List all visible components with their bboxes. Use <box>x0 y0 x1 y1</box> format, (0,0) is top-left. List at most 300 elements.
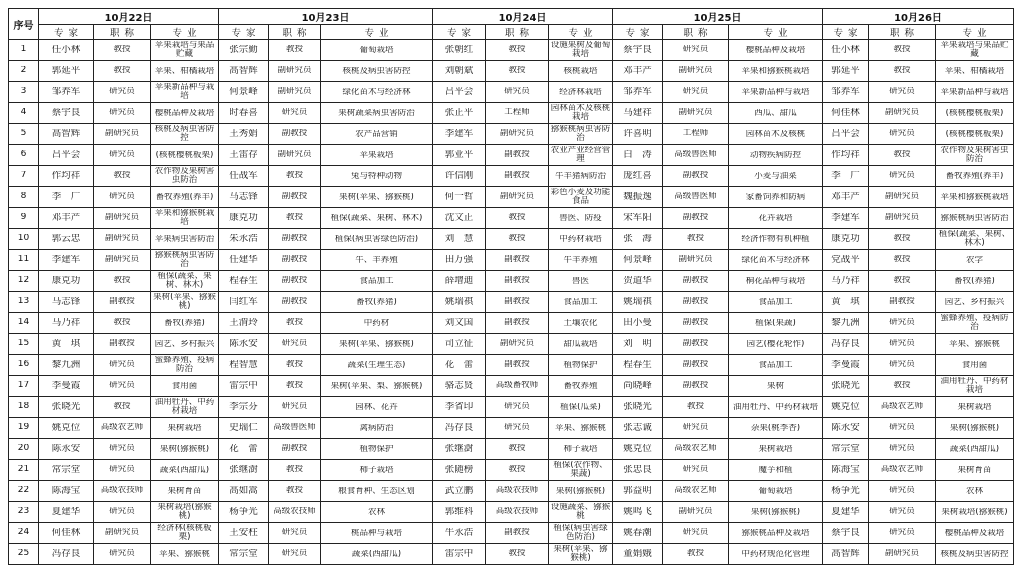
expert-title: 副教授 <box>682 171 709 181</box>
expert-specialty: 果树(猕猴桃) <box>750 507 801 517</box>
expert-name: 邹养军 <box>51 87 81 97</box>
expert-name-cell <box>433 313 486 334</box>
expert-specialty: 兽医、防疫 <box>559 213 602 223</box>
expert-title-cell <box>94 145 151 166</box>
expert-name-cell <box>433 481 486 502</box>
expert-specialty-cell <box>729 145 823 166</box>
expert-name-cell <box>823 418 869 439</box>
expert-title-cell <box>94 523 151 544</box>
row-number: 9 <box>20 213 27 223</box>
expert-name: 薛增迪 <box>444 276 474 286</box>
expert-name-cell <box>219 481 269 502</box>
expert-name-cell <box>823 544 869 565</box>
expert-title-cell <box>663 208 729 229</box>
table-row <box>9 271 1014 292</box>
expert-name-cell <box>39 166 94 187</box>
expert-specialty-cell <box>729 334 823 355</box>
expert-name: 康克功 <box>831 234 860 244</box>
expert-specialty-cell <box>936 145 1014 166</box>
expert-specialty: 果树栽培(猕猴桃) <box>941 507 1008 517</box>
expert-specialty-cell <box>321 229 433 250</box>
expert-specialty: 樱桃品种及栽培 <box>944 528 1005 538</box>
expert-title-cell <box>663 334 729 355</box>
expert-title: 教授 <box>508 234 526 244</box>
expert-title: 副教授 <box>504 276 530 286</box>
table-row <box>9 397 1014 418</box>
expert-title: 高级兽医师 <box>273 423 316 433</box>
expert-specialty: 苹果和猕猴桃栽培 <box>940 192 1009 202</box>
expert-specialty: 经济林栽培 <box>559 87 602 97</box>
expert-title-cell <box>269 187 321 208</box>
expert-name-cell <box>39 124 94 145</box>
expert-title-cell <box>94 502 151 523</box>
expert-specialty: 果树(猕猴桃) <box>555 486 606 496</box>
expert-name: 冯存良 <box>444 423 474 433</box>
row-number: 23 <box>17 507 30 517</box>
expert-name: 张朝红 <box>444 45 474 55</box>
row-number-cell <box>9 166 39 187</box>
expert-specialty: 苹果新品种与栽培 <box>741 87 810 97</box>
expert-specialty: 植保(蔬菜、果树、林木) <box>157 272 212 290</box>
expert-specialty: 魔芋和植 <box>758 465 793 475</box>
expert-title: 副研究员 <box>499 129 534 139</box>
expert-title-cell <box>663 418 729 439</box>
table-row <box>9 481 1014 502</box>
expert-title-cell <box>269 250 321 271</box>
expert-title: 研究员 <box>504 423 530 433</box>
expert-specialty-cell <box>151 292 219 313</box>
expert-title: 高级农艺师 <box>674 486 717 496</box>
expert-name-cell <box>613 292 663 313</box>
expert-title: 研究员 <box>889 318 915 328</box>
expert-name: 马乃祥 <box>831 276 860 286</box>
expert-specialty-cell <box>936 166 1014 187</box>
expert-name-cell <box>613 229 663 250</box>
expert-specialty-cell <box>729 460 823 481</box>
expert-name-cell <box>823 481 869 502</box>
expert-name-cell <box>613 418 663 439</box>
expert-name: 姚克位 <box>831 402 860 412</box>
expert-specialty-cell <box>321 334 433 355</box>
expert-title-cell <box>94 355 151 376</box>
expert-title-cell <box>269 502 321 523</box>
expert-specialty: 苹果新品种与栽培 <box>940 87 1009 97</box>
row-number-cell <box>9 229 39 250</box>
expert-title: 副研究员 <box>499 339 534 349</box>
expert-title-cell <box>869 397 936 418</box>
expert-title: 副研究员 <box>884 108 919 118</box>
row-number-cell <box>9 82 39 103</box>
expert-name-cell <box>613 376 663 397</box>
table-row <box>9 124 1014 145</box>
expert-specialty-cell <box>151 481 219 502</box>
expert-specialty: 西瓜、甜瓜 <box>754 108 797 118</box>
expert-specialty: 畜牧(养猪) <box>356 297 397 307</box>
expert-name-cell <box>823 460 869 481</box>
expert-name: 杨争光 <box>229 507 258 517</box>
expert-specialty-cell <box>936 187 1014 208</box>
expert-name-cell <box>433 376 486 397</box>
expert-title-cell <box>94 208 151 229</box>
expert-specialty: 植物保护 <box>359 444 394 454</box>
expert-title: 副教授 <box>504 360 530 370</box>
expert-specialty-cell <box>321 166 433 187</box>
expert-title: 研究员 <box>682 465 709 475</box>
expert-specialty: 经济林(核桃板栗) <box>157 524 212 542</box>
expert-specialty: 苹果、柑橘栽培 <box>154 66 215 76</box>
expert-specialty-cell <box>936 40 1014 61</box>
expert-specialty-cell <box>936 397 1014 418</box>
expert-name: 闫红军 <box>229 297 258 307</box>
expert-title-cell <box>663 313 729 334</box>
expert-name-cell <box>613 313 663 334</box>
expert-title-cell <box>663 481 729 502</box>
expert-name-cell <box>39 292 94 313</box>
expert-title: 高级农技师 <box>273 507 316 517</box>
expert-name-cell <box>433 229 486 250</box>
expert-title: 副教授 <box>682 297 709 307</box>
expert-title: 高级兽医师 <box>674 150 717 160</box>
expert-name-cell <box>219 145 269 166</box>
expert-name: 司立征 <box>444 339 474 349</box>
expert-name: 何景峰 <box>623 255 652 265</box>
expert-name-cell <box>433 166 486 187</box>
expert-name: 黄 琪 <box>51 339 81 349</box>
expert-title: 研究员 <box>109 150 135 160</box>
expert-name: 田小曼 <box>623 318 652 328</box>
expert-title-cell <box>94 229 151 250</box>
expert-specialty: 蔬菜(生理生态) <box>347 360 406 370</box>
table-row <box>9 460 1014 481</box>
expert-name-cell <box>39 355 94 376</box>
expert-title: 教授 <box>113 318 131 328</box>
expert-name: 任战军 <box>229 171 258 181</box>
expert-title: 副教授 <box>109 339 135 349</box>
expert-specialty-cell <box>936 250 1014 271</box>
row-number-cell <box>9 355 39 376</box>
expert-name: 郭延平 <box>51 66 81 76</box>
expert-specialty: 畜牧(养猪) <box>164 318 205 328</box>
expert-title-cell <box>269 124 321 145</box>
expert-name: 花 蕾 <box>444 360 474 370</box>
expert-specialty: 经济作物有机种植 <box>741 234 810 244</box>
expert-title-cell <box>869 229 936 250</box>
expert-name: 庞红喜 <box>623 171 652 181</box>
expert-specialty-cell <box>729 40 823 61</box>
expert-title-cell <box>269 229 321 250</box>
row-number-cell <box>9 334 39 355</box>
expert-title-cell <box>94 397 151 418</box>
expert-specialty-cell <box>936 502 1014 523</box>
row-number-cell <box>9 61 39 82</box>
expert-name: 尚晓峰 <box>623 381 652 391</box>
date-header: 10月24日 <box>433 9 613 25</box>
expert-specialty-cell <box>729 229 823 250</box>
expert-name-cell <box>219 439 269 460</box>
expert-specialty-cell <box>936 313 1014 334</box>
expert-specialty-cell <box>151 229 219 250</box>
row-number: 12 <box>17 276 30 286</box>
expert-specialty: 园林苗木及核桃栽培 <box>550 104 611 122</box>
expert-name-cell <box>433 439 486 460</box>
expert-specialty: 蜜蜂养殖、疫病防治 <box>940 314 1009 332</box>
expert-name: 邓丰产 <box>51 213 81 223</box>
expert-specialty-cell <box>729 166 823 187</box>
table-row <box>9 334 1014 355</box>
expert-title-cell <box>869 82 936 103</box>
expert-specialty-cell <box>321 460 433 481</box>
expert-name: 黎九洲 <box>51 360 81 370</box>
expert-name-cell <box>219 250 269 271</box>
row-number: 21 <box>17 465 30 475</box>
expert-specialty-cell <box>549 544 613 565</box>
expert-title-cell <box>269 397 321 418</box>
expert-title: 高级畜牧师 <box>495 381 539 391</box>
expert-title: 研究员 <box>109 360 135 370</box>
expert-name: 任小林 <box>831 45 860 55</box>
row-number: 6 <box>20 150 27 160</box>
expert-title: 高级农艺师 <box>674 444 717 454</box>
expert-name-cell <box>613 166 663 187</box>
row-number: 24 <box>17 528 30 538</box>
expert-title-cell <box>663 229 729 250</box>
expert-specialty: 果树栽培 <box>758 444 793 454</box>
expert-title: 研究员 <box>682 528 709 538</box>
expert-name-cell <box>39 544 94 565</box>
expert-specialty: 果树栽培(猕猴桃) <box>157 503 212 521</box>
expert-specialty-cell <box>729 187 823 208</box>
expert-specialty: 核桃栽培 <box>563 66 598 76</box>
expert-name-cell <box>613 82 663 103</box>
expert-name: 党战平 <box>831 255 860 265</box>
expert-title-cell <box>486 502 549 523</box>
expert-specialty-cell <box>936 460 1014 481</box>
expert-name-cell <box>613 271 663 292</box>
expert-title: 教授 <box>285 465 303 475</box>
expert-title: 研究员 <box>682 45 709 55</box>
expert-specialty-cell <box>549 271 613 292</box>
expert-name: 贺道华 <box>623 276 652 286</box>
expert-title-cell <box>486 124 549 145</box>
expert-specialty: 果树育苗 <box>167 486 202 496</box>
expert-name-cell <box>39 460 94 481</box>
expert-specialty: 畜牧养殖(养羊) <box>155 192 214 202</box>
expert-name: 许喜明 <box>623 129 652 139</box>
expert-specialty-cell <box>549 61 613 82</box>
expert-title: 教授 <box>285 381 303 391</box>
expert-name-cell <box>823 229 869 250</box>
expert-specialty: 农业产业经营管理 <box>550 146 611 164</box>
expert-name-cell <box>219 523 269 544</box>
expert-name: 刘 明 <box>623 339 652 349</box>
expert-specialty: 食品加工 <box>758 297 793 307</box>
row-number: 11 <box>17 255 30 265</box>
specialty-column-header: 专业 <box>151 25 219 40</box>
row-number: 5 <box>20 129 27 139</box>
expert-name-cell <box>39 103 94 124</box>
expert-name-cell <box>433 61 486 82</box>
expert-title-cell <box>663 103 729 124</box>
expert-specialty-cell <box>936 229 1014 250</box>
expert-title-cell <box>486 103 549 124</box>
expert-specialty: 苹果栽培与果品贮藏 <box>154 41 215 59</box>
expert-name-cell <box>613 40 663 61</box>
expert-title-cell <box>94 271 151 292</box>
expert-specialty: 核桃及病虫害防控 <box>342 66 411 76</box>
expert-name: 高智辉 <box>229 66 258 76</box>
expert-specialty-cell <box>729 208 823 229</box>
expert-name-cell <box>823 502 869 523</box>
expert-name-cell <box>433 40 486 61</box>
expert-specialty: 苹果、猕猴桃 <box>554 423 606 433</box>
expert-name: 黎九洲 <box>831 318 860 328</box>
expert-specialty: 食品加工 <box>359 276 394 286</box>
expert-specialty: 苹果和猕猴桃栽培 <box>741 66 810 76</box>
expert-name: 姚克位 <box>51 423 81 433</box>
expert-title: 教授 <box>285 360 303 370</box>
row-number-cell <box>9 544 39 565</box>
expert-name-cell <box>823 208 869 229</box>
expert-title-cell <box>663 544 729 565</box>
expert-title: 副教授 <box>682 318 709 328</box>
expert-specialty-cell <box>321 313 433 334</box>
expert-name: 作均祥 <box>831 150 860 160</box>
expert-name: 张继澍 <box>444 444 474 454</box>
expert-specialty: 蔬菜(西甜瓜) <box>159 465 210 475</box>
expert-title: 研究员 <box>109 108 135 118</box>
expert-name-cell <box>613 208 663 229</box>
expert-name-cell <box>433 82 486 103</box>
expert-title-cell <box>94 187 151 208</box>
row-number-cell <box>9 376 39 397</box>
expert-specialty-cell <box>729 271 823 292</box>
expert-name: 白 涛 <box>623 150 652 160</box>
row-number-cell <box>9 481 39 502</box>
expert-specialty: 中药材规范化管理 <box>741 549 810 559</box>
expert-name: 李建军 <box>51 255 81 265</box>
expert-name: 李省印 <box>444 402 474 412</box>
expert-title-cell <box>869 292 936 313</box>
expert-name-cell <box>613 439 663 460</box>
expert-name: 程智慧 <box>229 360 258 370</box>
expert-specialty-cell <box>549 145 613 166</box>
expert-name-cell <box>613 460 663 481</box>
expert-title-cell <box>486 208 549 229</box>
expert-title-cell <box>269 544 321 565</box>
expert-title: 研究员 <box>889 507 915 517</box>
expert-specialty-cell <box>151 376 219 397</box>
expert-title-cell <box>486 544 549 565</box>
expert-title: 高级农艺师 <box>100 423 144 433</box>
expert-name-cell <box>433 334 486 355</box>
row-number: 8 <box>20 192 27 202</box>
expert-name-cell <box>219 103 269 124</box>
expert-title: 副教授 <box>504 150 530 160</box>
expert-name-cell <box>613 481 663 502</box>
expert-specialty: 柿子栽培 <box>359 465 394 475</box>
expert-title: 高级农技师 <box>495 486 539 496</box>
expert-specialty-cell <box>151 40 219 61</box>
expert-title-cell <box>269 40 321 61</box>
row-number: 20 <box>17 444 30 454</box>
expert-name: 刘朝斌 <box>444 66 474 76</box>
expert-specialty: 猕猴桃病虫害防治 <box>940 213 1009 223</box>
expert-title: 研究员 <box>109 444 135 454</box>
expert-specialty: 食用菌 <box>171 381 198 391</box>
expert-name: 郭益明 <box>623 486 652 496</box>
expert-name-cell <box>433 103 486 124</box>
expert-specialty: 桃品种与栽培 <box>350 528 402 538</box>
expert-specialty-cell <box>549 376 613 397</box>
expert-specialty: 食用菌 <box>961 360 988 370</box>
expert-name-cell <box>433 460 486 481</box>
expert-specialty: 农林 <box>965 486 983 496</box>
expert-title: 工程师 <box>504 108 530 118</box>
expert-specialty-cell <box>549 502 613 523</box>
expert-title-cell <box>869 166 936 187</box>
expert-name: 姚瑞祺 <box>623 297 652 307</box>
expert-title: 副研究员 <box>104 528 139 538</box>
row-number-cell <box>9 439 39 460</box>
title-column-header: 职称 <box>269 25 321 40</box>
row-number: 4 <box>20 108 27 118</box>
expert-specialty-cell <box>549 292 613 313</box>
expert-specialty: 家畜饲养和防病 <box>745 192 806 202</box>
expert-specialty: 农作物及果树害虫防治 <box>154 167 215 185</box>
expert-title-cell <box>869 523 936 544</box>
expert-title: 教授 <box>113 402 131 412</box>
row-number: 10 <box>17 234 30 244</box>
expert-specialty-cell <box>321 355 433 376</box>
expert-title-cell <box>869 502 936 523</box>
expert-name-cell <box>613 544 663 565</box>
expert-name: 刘文国 <box>444 318 474 328</box>
expert-title-cell <box>663 40 729 61</box>
expert-name-cell <box>39 334 94 355</box>
expert-name: 姚春潮 <box>623 528 652 538</box>
expert-name: 花 蕾 <box>229 444 258 454</box>
expert-name-cell <box>823 250 869 271</box>
expert-specialty-cell <box>321 439 433 460</box>
expert-specialty-cell <box>321 376 433 397</box>
expert-title: 研究员 <box>682 87 709 97</box>
table-row <box>9 61 1014 82</box>
expert-title-cell <box>869 481 936 502</box>
table-row <box>9 418 1014 439</box>
expert-specialty-cell <box>936 481 1014 502</box>
expert-title: 副教授 <box>504 318 530 328</box>
expert-name-cell <box>433 355 486 376</box>
expert-specialty-cell <box>729 124 823 145</box>
table-row <box>9 544 1014 565</box>
expert-specialty-cell <box>151 250 219 271</box>
expert-name: 常宗堂 <box>51 465 81 475</box>
expert-name-cell <box>39 481 94 502</box>
table-row <box>9 439 1014 460</box>
expert-title-cell <box>94 82 151 103</box>
expert-name-cell <box>219 124 269 145</box>
expert-name: 魏振逸 <box>623 192 652 202</box>
expert-specialty: 植保(病虫害绿色防治) <box>334 234 419 244</box>
table-header <box>9 9 1014 40</box>
expert-title: 副研究员 <box>277 87 312 97</box>
expert-title: 副研究员 <box>277 66 312 76</box>
expert-name-cell <box>433 124 486 145</box>
expert-title-cell <box>663 397 729 418</box>
expert-specialty-cell <box>549 187 613 208</box>
expert-specialty-cell <box>151 355 219 376</box>
specialty-column-header: 专业 <box>936 25 1014 40</box>
